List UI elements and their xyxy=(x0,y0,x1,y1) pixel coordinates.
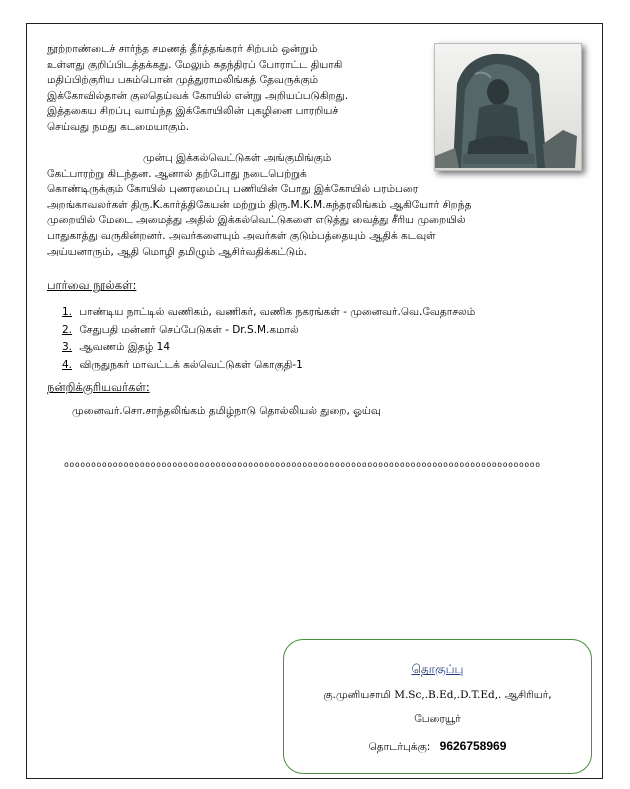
list-number: 3. xyxy=(62,341,73,353)
body-paragraph xyxy=(47,151,587,260)
compiler-info-box xyxy=(283,639,592,774)
compiler-title: தொகுப்பு xyxy=(411,662,464,676)
text-line: இக்கோவில்தான் குலதெய்வக் கோயில் என்று அறியப்படுகிறது. xyxy=(47,89,349,102)
acknowledgements-text: முனைவர்.சொ.சாந்தலிங்கம் தமிழ்நாடு தொல்லியல் துறை, ஓய்வு xyxy=(72,405,381,417)
list-number: 2. xyxy=(62,323,73,336)
list-item xyxy=(62,322,475,340)
contact-label: தொடர்புக்கு: xyxy=(368,741,431,753)
reference-text: விருதுநகர் மாவட்டக் கல்வெட்டுகள் கொகுதி-1 xyxy=(79,358,303,371)
compiler-degrees: M.Sc,.B.Ed,.D.T.Ed,. xyxy=(394,689,502,701)
dotted-divider: oooooooooooooooooooooooooooooooooooooooooooooooooooooooooooooooooooooooooooooooooooooooo xyxy=(64,460,541,469)
references-heading: பார்வை நூல்கள்: xyxy=(47,278,137,292)
compiler-role: ஆசிரியர், xyxy=(504,689,552,701)
text-line: கேட்பாரற்று கிடந்தன. ஆனால் தற்போது நடைபெற்றுக் xyxy=(47,167,307,180)
list-item xyxy=(62,357,475,375)
reference-text: பாண்டிய நாட்டில் வணிகம், வணிகர், வணிக நகரங்கள் - முனைவர்.வெ.வேதாசலம் xyxy=(79,306,476,318)
list-item xyxy=(62,304,475,322)
text-line: பாதுகாத்து வருகின்றனர். அவர்களையும் அவர்கள் குடும்பத்தையும் ஆதிக் கடவுள் xyxy=(47,229,436,242)
text-line: உள்ளது குறிப்பிடத்தக்கது. மேலும் சுதந்திரப் போராட்ட தியாகி xyxy=(47,58,343,71)
list-number: 1. xyxy=(62,306,73,318)
references-list xyxy=(62,304,475,374)
compiler-place: பேரையூர் xyxy=(414,713,461,725)
text-line: அய்யனாரும், ஆதி மொழி தமிழும் ஆசிர்வதிக்கட்டும். xyxy=(47,245,307,258)
list-item xyxy=(62,339,475,357)
list-number: 4. xyxy=(62,358,73,371)
intro-paragraph xyxy=(47,42,427,136)
text-line: கொண்டிருக்கும் கோயில் புணரமைப்பு பணியின் போது இக்கோயில் பரம்பரை xyxy=(47,183,419,196)
text-line: செய்வது நமது கடமையாகும். xyxy=(47,120,190,133)
compiler-contact xyxy=(284,739,591,754)
text-line: இத்தகைய சிறப்பு வாய்ந்த இக்கோயிலின் புகழினை பாரறியச் xyxy=(47,105,339,118)
reference-text: சேதுபதி மன்னர் செப்பேடுகள் - Dr.S.M.கமால் xyxy=(79,323,299,336)
compiler-name: கு.முனியசாமி xyxy=(323,689,391,701)
compiler-name-line xyxy=(284,689,591,702)
text-line: முறையில் மேடை அமைத்து அதில் இக்கல்வெட்டுகளை எடுத்து வைத்து சீரிய முறையில் xyxy=(47,214,466,227)
reference-text: ஆவணம் இதழ் 14 xyxy=(79,341,171,353)
text-line: முன்பு இக்கல்வெட்டுகள் அங்குமிங்கும் xyxy=(143,152,332,164)
text-line: நூற்றாண்டைச் சார்ந்த சமணத் தீர்த்தங்கரர் சிற்பம் ஒன்றும் xyxy=(47,43,318,55)
phone-number: 9626758969 xyxy=(439,739,507,753)
text-line: அறங்காவலர்கள் திரு.K.கார்த்திகேயன் மற்றும் திரு.M.K.M.சுந்தரலிங்கம் ஆகியோர் சிறந்த xyxy=(47,198,472,211)
acknowledgements-heading: நன்றிக்குரியவர்கள்: xyxy=(47,380,150,394)
text-line: மதிப்பிற்குரிய பசும்பொன் முத்துராமலிங்கத் தேவருக்கும் xyxy=(47,74,319,87)
